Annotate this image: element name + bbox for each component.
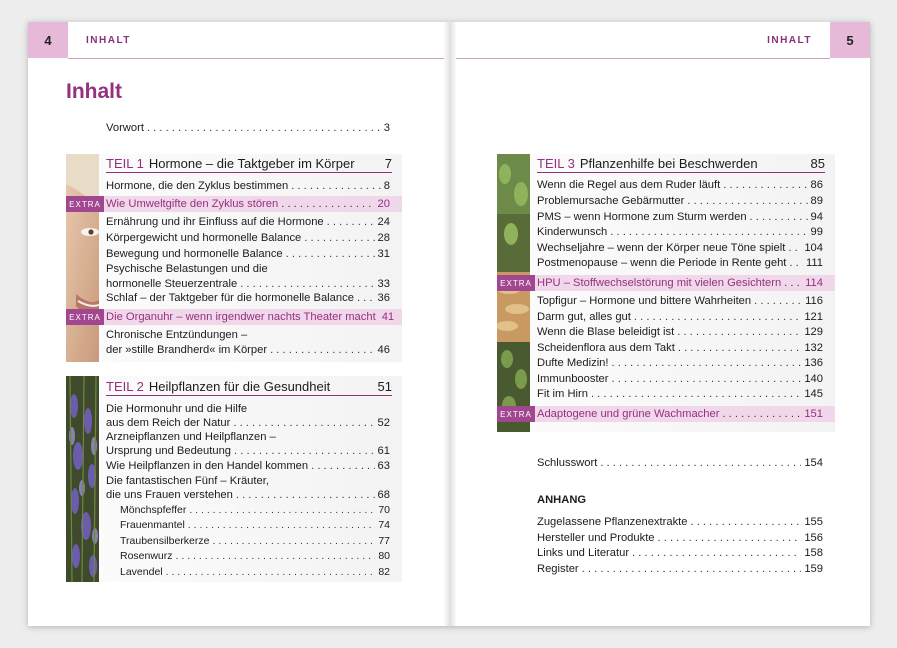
toc-entry-page: 80	[378, 550, 390, 562]
toc-entry-title: aus dem Reich der Natur	[106, 417, 231, 429]
toc-entry[interactable]	[537, 178, 823, 192]
toc-entry-page: 111	[805, 257, 823, 269]
toc-entry-page: 41	[381, 311, 395, 323]
anhang-heading: ANHANG	[537, 494, 587, 506]
leader-dots	[687, 194, 807, 208]
toc-entry-page: 114	[805, 277, 823, 289]
toc-entry-title: Topfigur – Hormone und bittere Wahrheiten	[537, 295, 752, 307]
teil3-label: TEIL 3	[537, 156, 575, 171]
leader-dots	[634, 310, 801, 324]
teil2-label: TEIL 2	[106, 379, 144, 394]
leader-dots	[600, 456, 801, 470]
toc-entry-title: Rosenwurz	[120, 550, 173, 562]
toc-entry-page: 116	[805, 295, 823, 307]
toc-entry-title: Schlusswort	[537, 457, 598, 469]
toc-entry-title: Adaptogene und grüne Wachmacher	[537, 408, 720, 420]
teil3-heading[interactable]	[537, 156, 825, 173]
toc-entry-page: 104	[804, 242, 823, 254]
leader-dots	[281, 197, 374, 211]
toc-entry-page: 151	[804, 408, 823, 420]
toc-entry-title: Darm gut, alles gut	[537, 311, 631, 323]
toc-entry-line2	[106, 444, 390, 458]
toc-entry-page: 140	[804, 373, 823, 385]
left-page-header	[28, 22, 444, 58]
leader-dots	[188, 518, 376, 532]
toc-entry-page: 8	[383, 180, 390, 192]
toc-entry-title: der »stille Brandherd« im Körper	[106, 344, 268, 356]
toc-entry-title: Scheidenflora aus dem Takt	[537, 342, 675, 354]
teil1-heading[interactable]	[106, 156, 392, 173]
leader-dots	[612, 356, 802, 370]
leader-dots	[291, 179, 381, 193]
teil2-name: Heilpflanzen für die Gesundheit	[148, 379, 331, 394]
leader-dots	[357, 291, 375, 305]
toc-entry-title: Ernährung und ihr Einfluss auf die Hormone	[106, 216, 324, 228]
toc-entry-multiline[interactable]	[106, 328, 390, 358]
toc-entry[interactable]	[106, 231, 390, 245]
toc-entry[interactable]	[537, 325, 823, 339]
toc-entry-title: Lavendel	[120, 566, 163, 578]
toc-entry-title: Hersteller und Produkte	[537, 532, 655, 544]
toc-entry-page: 20	[377, 198, 390, 210]
toc-entry[interactable]	[106, 291, 390, 305]
toc-entry[interactable]	[537, 310, 823, 324]
leader-dots	[233, 416, 374, 430]
leader-dots	[677, 325, 801, 339]
right-page-number: 5	[830, 22, 870, 58]
woman-face-photo	[66, 154, 99, 362]
toc-entry-title: hormonelle Steuerzentrale	[106, 278, 238, 290]
toc-entry-title: Die Organuhr – wenn irgendwer nachts Theater macht	[106, 311, 376, 323]
toc-entry[interactable]	[537, 194, 823, 208]
toc-entry-page: 145	[804, 388, 823, 400]
toc-entry-title: Wie Umweltgifte den Zyklus stören	[106, 198, 279, 210]
teil1-page: 7	[384, 156, 392, 171]
toc-entry-page: 89	[810, 195, 823, 207]
toc-entry[interactable]	[537, 341, 823, 355]
toc-entry-page: 61	[377, 445, 390, 457]
extra-tag: EXTRA	[66, 309, 104, 325]
leader-dots	[304, 231, 374, 245]
toc-entry-line1	[106, 474, 390, 488]
toc-entry-extra[interactable]	[106, 310, 395, 324]
toc-entry[interactable]	[537, 546, 823, 560]
left-header-label: INHALT	[86, 35, 131, 46]
toc-entry-line2	[106, 416, 390, 430]
leader-dots	[240, 277, 374, 291]
toc-entry-page: 77	[378, 535, 390, 547]
toc-entry[interactable]	[537, 372, 823, 386]
extra-tag: EXTRA	[497, 275, 535, 291]
leader-dots	[270, 343, 374, 357]
right-page-header	[456, 22, 870, 58]
leader-dots	[612, 372, 802, 386]
toc-entry-title: Wenn die Regel aus dem Ruder läuft	[537, 179, 721, 191]
toc-entry-title: Chronische Entzündungen –	[106, 329, 248, 341]
teil2-page: 51	[377, 379, 392, 394]
plants-collage-photo	[497, 154, 530, 432]
toc-entry-page: 94	[810, 211, 823, 223]
toc-entry[interactable]	[537, 387, 823, 401]
leader-dots	[234, 444, 375, 458]
toc-entry-title: Hormone, die den Zyklus bestimmen	[106, 180, 289, 192]
leader-dots	[754, 294, 802, 308]
toc-entry-page: 63	[377, 460, 390, 472]
leader-dots	[788, 241, 801, 255]
left-page-number: 4	[28, 22, 68, 58]
toc-entry-title: Kinderwunsch	[537, 226, 608, 238]
toc-entry[interactable]	[537, 210, 823, 224]
leader-dots	[591, 387, 801, 401]
leader-dots	[166, 565, 376, 579]
toc-entry-title: Register	[537, 563, 579, 575]
leader-dots	[213, 534, 376, 548]
leader-dots	[582, 562, 802, 576]
toc-entry-line1	[106, 402, 390, 416]
toc-entry-page: 28	[377, 232, 390, 244]
toc-entry-multiline[interactable]	[106, 402, 390, 432]
toc-entry-title: die uns Frauen verstehen	[106, 489, 233, 501]
toc-entry[interactable]	[537, 294, 823, 308]
toc-entry-title: Arzneipflanzen und Heilpflanzen –	[106, 431, 276, 443]
toc-entry-title: Fit im Hirn	[537, 388, 588, 400]
toc-entry-title: HPU – Stoffwechselstörung mit vielen Gesichtern	[537, 277, 782, 289]
toc-sub-entry[interactable]	[120, 549, 390, 563]
toc-entry-title: Die fantastischen Fünf – Kräuter,	[106, 475, 269, 487]
toc-entry-page: 36	[377, 292, 390, 304]
toc-entry-line2	[106, 277, 390, 291]
toc-entry-title: Frauenmantel	[120, 519, 185, 531]
toc-entry-title: Ursprung und Bedeutung	[106, 445, 232, 457]
leader-dots	[789, 256, 803, 270]
teil3-page: 85	[810, 156, 825, 171]
toc-entry-page: 68	[377, 489, 390, 501]
leader-dots	[691, 515, 802, 529]
toc-entry[interactable]	[106, 459, 390, 473]
toc-entry[interactable]	[537, 356, 823, 370]
leader-dots	[658, 531, 802, 545]
toc-entry-page: 86	[810, 179, 823, 191]
toc-entry-page: 52	[377, 417, 390, 429]
page-title: Inhalt	[66, 80, 122, 103]
extra-tag: EXTRA	[497, 406, 535, 422]
toc-entry-extra[interactable]	[106, 197, 390, 211]
leader-dots	[784, 276, 802, 290]
toc-sub-entry[interactable]	[120, 565, 390, 579]
toc-entry-page: 33	[377, 278, 390, 290]
toc-entry-title: PMS – wenn Hormone zum Sturm werden	[537, 211, 747, 223]
teil2-heading[interactable]	[106, 379, 392, 396]
leader-dots	[286, 247, 375, 261]
toc-entry-title: Dufte Medizin!	[537, 357, 609, 369]
toc-entry[interactable]	[537, 531, 823, 545]
toc-entry-title: Psychische Belastungen und die	[106, 263, 268, 275]
toc-entry-title: Schlaf – der Taktgeber für die hormonelle Balance	[106, 292, 354, 304]
toc-entry-title: Bewegung und hormonelle Balance	[106, 248, 283, 260]
extra-tag: EXTRA	[66, 196, 104, 212]
toc-entry-line2	[106, 488, 390, 502]
toc-entry-title: Wie Heilpflanzen in den Handel kommen	[106, 460, 309, 472]
leader-dots	[176, 549, 376, 563]
toc-entry-schlusswort[interactable]	[537, 456, 823, 470]
teil1-label: TEIL 1	[106, 156, 144, 171]
toc-entry-page: 82	[378, 566, 390, 578]
toc-entry-page: 99	[810, 226, 823, 238]
toc-entry-title: Die Hormonuhr und die Hilfe	[106, 403, 248, 415]
right-header-label: INHALT	[767, 35, 812, 46]
toc-entry-title: Traubensilberkerze	[120, 535, 210, 547]
toc-entry-title: Körpergewicht und hormonelle Balance	[106, 232, 302, 244]
toc-entry-title: Links und Literatur	[537, 547, 630, 559]
toc-entry[interactable]	[537, 241, 823, 255]
toc-entry[interactable]	[537, 562, 823, 576]
leader-dots	[750, 210, 808, 224]
toc-entry-page: 74	[378, 519, 390, 531]
toc-entry-extra[interactable]	[537, 276, 823, 290]
toc-entry-page: 132	[804, 342, 823, 354]
toc-entry[interactable]	[106, 215, 390, 229]
toc-entry[interactable]	[106, 247, 390, 261]
toc-entry-page: 136	[804, 357, 823, 369]
leader-dots	[327, 215, 375, 229]
leader-dots	[236, 488, 375, 502]
toc-entry-multiline[interactable]	[106, 262, 390, 292]
toc-entry-title: Problemursache Gebärmutter	[537, 195, 685, 207]
toc-entry-title: Postmenopause – wenn die Periode in Rente geht	[537, 257, 787, 269]
toc-entry-page: 46	[377, 344, 390, 356]
toc-entry-title: Wechseljahre – wenn der Körper neue Töne spielt	[537, 242, 786, 254]
toc-entry-page: 121	[804, 311, 823, 323]
book-spread	[28, 22, 870, 626]
toc-entry-page: 24	[377, 216, 390, 228]
toc-entry-line1	[106, 262, 390, 276]
toc-entry-multiline[interactable]	[106, 474, 390, 504]
toc-entry-page: 159	[804, 563, 823, 575]
toc-sub-entry[interactable]	[120, 518, 390, 532]
leader-dots	[723, 178, 807, 192]
toc-entry-page: 154	[804, 457, 823, 469]
lavender-plant-photo	[66, 376, 99, 582]
leader-dots	[311, 459, 374, 473]
toc-entry[interactable]	[537, 515, 823, 529]
toc-entry[interactable]	[106, 179, 390, 193]
toc-entry-extra[interactable]	[537, 407, 823, 421]
teil1-name: Hormone – die Taktgeber im Körper	[148, 156, 355, 171]
toc-entry-vorwort[interactable]	[106, 121, 390, 135]
toc-entry-line1	[106, 430, 390, 444]
teil3-name: Pflanzenhilfe bei Beschwerden	[579, 156, 758, 171]
toc-entry-page: 70	[378, 504, 390, 516]
toc-sub-entry[interactable]	[120, 503, 390, 517]
leader-dots	[722, 407, 801, 421]
toc-sub-entry[interactable]	[120, 534, 390, 548]
toc-entry[interactable]	[537, 256, 823, 270]
leader-dots	[189, 503, 375, 517]
right-header-rule	[456, 58, 830, 59]
toc-entry-title: Immunbooster	[537, 373, 609, 385]
toc-entry[interactable]	[537, 225, 823, 239]
toc-entry-title: Wenn die Blase beleidigt ist	[537, 326, 675, 338]
leader-dots	[147, 121, 381, 135]
toc-entry-title: Mönchspfeffer	[120, 504, 187, 516]
toc-entry-page: 31	[377, 248, 390, 260]
leader-dots	[610, 225, 807, 239]
toc-entry-title: Vorwort	[106, 122, 144, 134]
toc-entry-multiline[interactable]	[106, 430, 390, 460]
toc-entry-page: 155	[804, 516, 823, 528]
leader-dots	[632, 546, 801, 560]
toc-entry-line1	[106, 328, 390, 342]
book-gutter	[443, 22, 457, 626]
toc-entry-page: 156	[804, 532, 823, 544]
toc-entry-title: Zugelassene Pflanzenextrakte	[537, 516, 688, 528]
toc-entry-line2	[106, 343, 390, 357]
leader-dots	[678, 341, 801, 355]
toc-entry-page: 129	[804, 326, 823, 338]
toc-entry-page: 3	[383, 122, 390, 134]
toc-entry-page: 158	[804, 547, 823, 559]
left-header-rule	[68, 58, 444, 59]
